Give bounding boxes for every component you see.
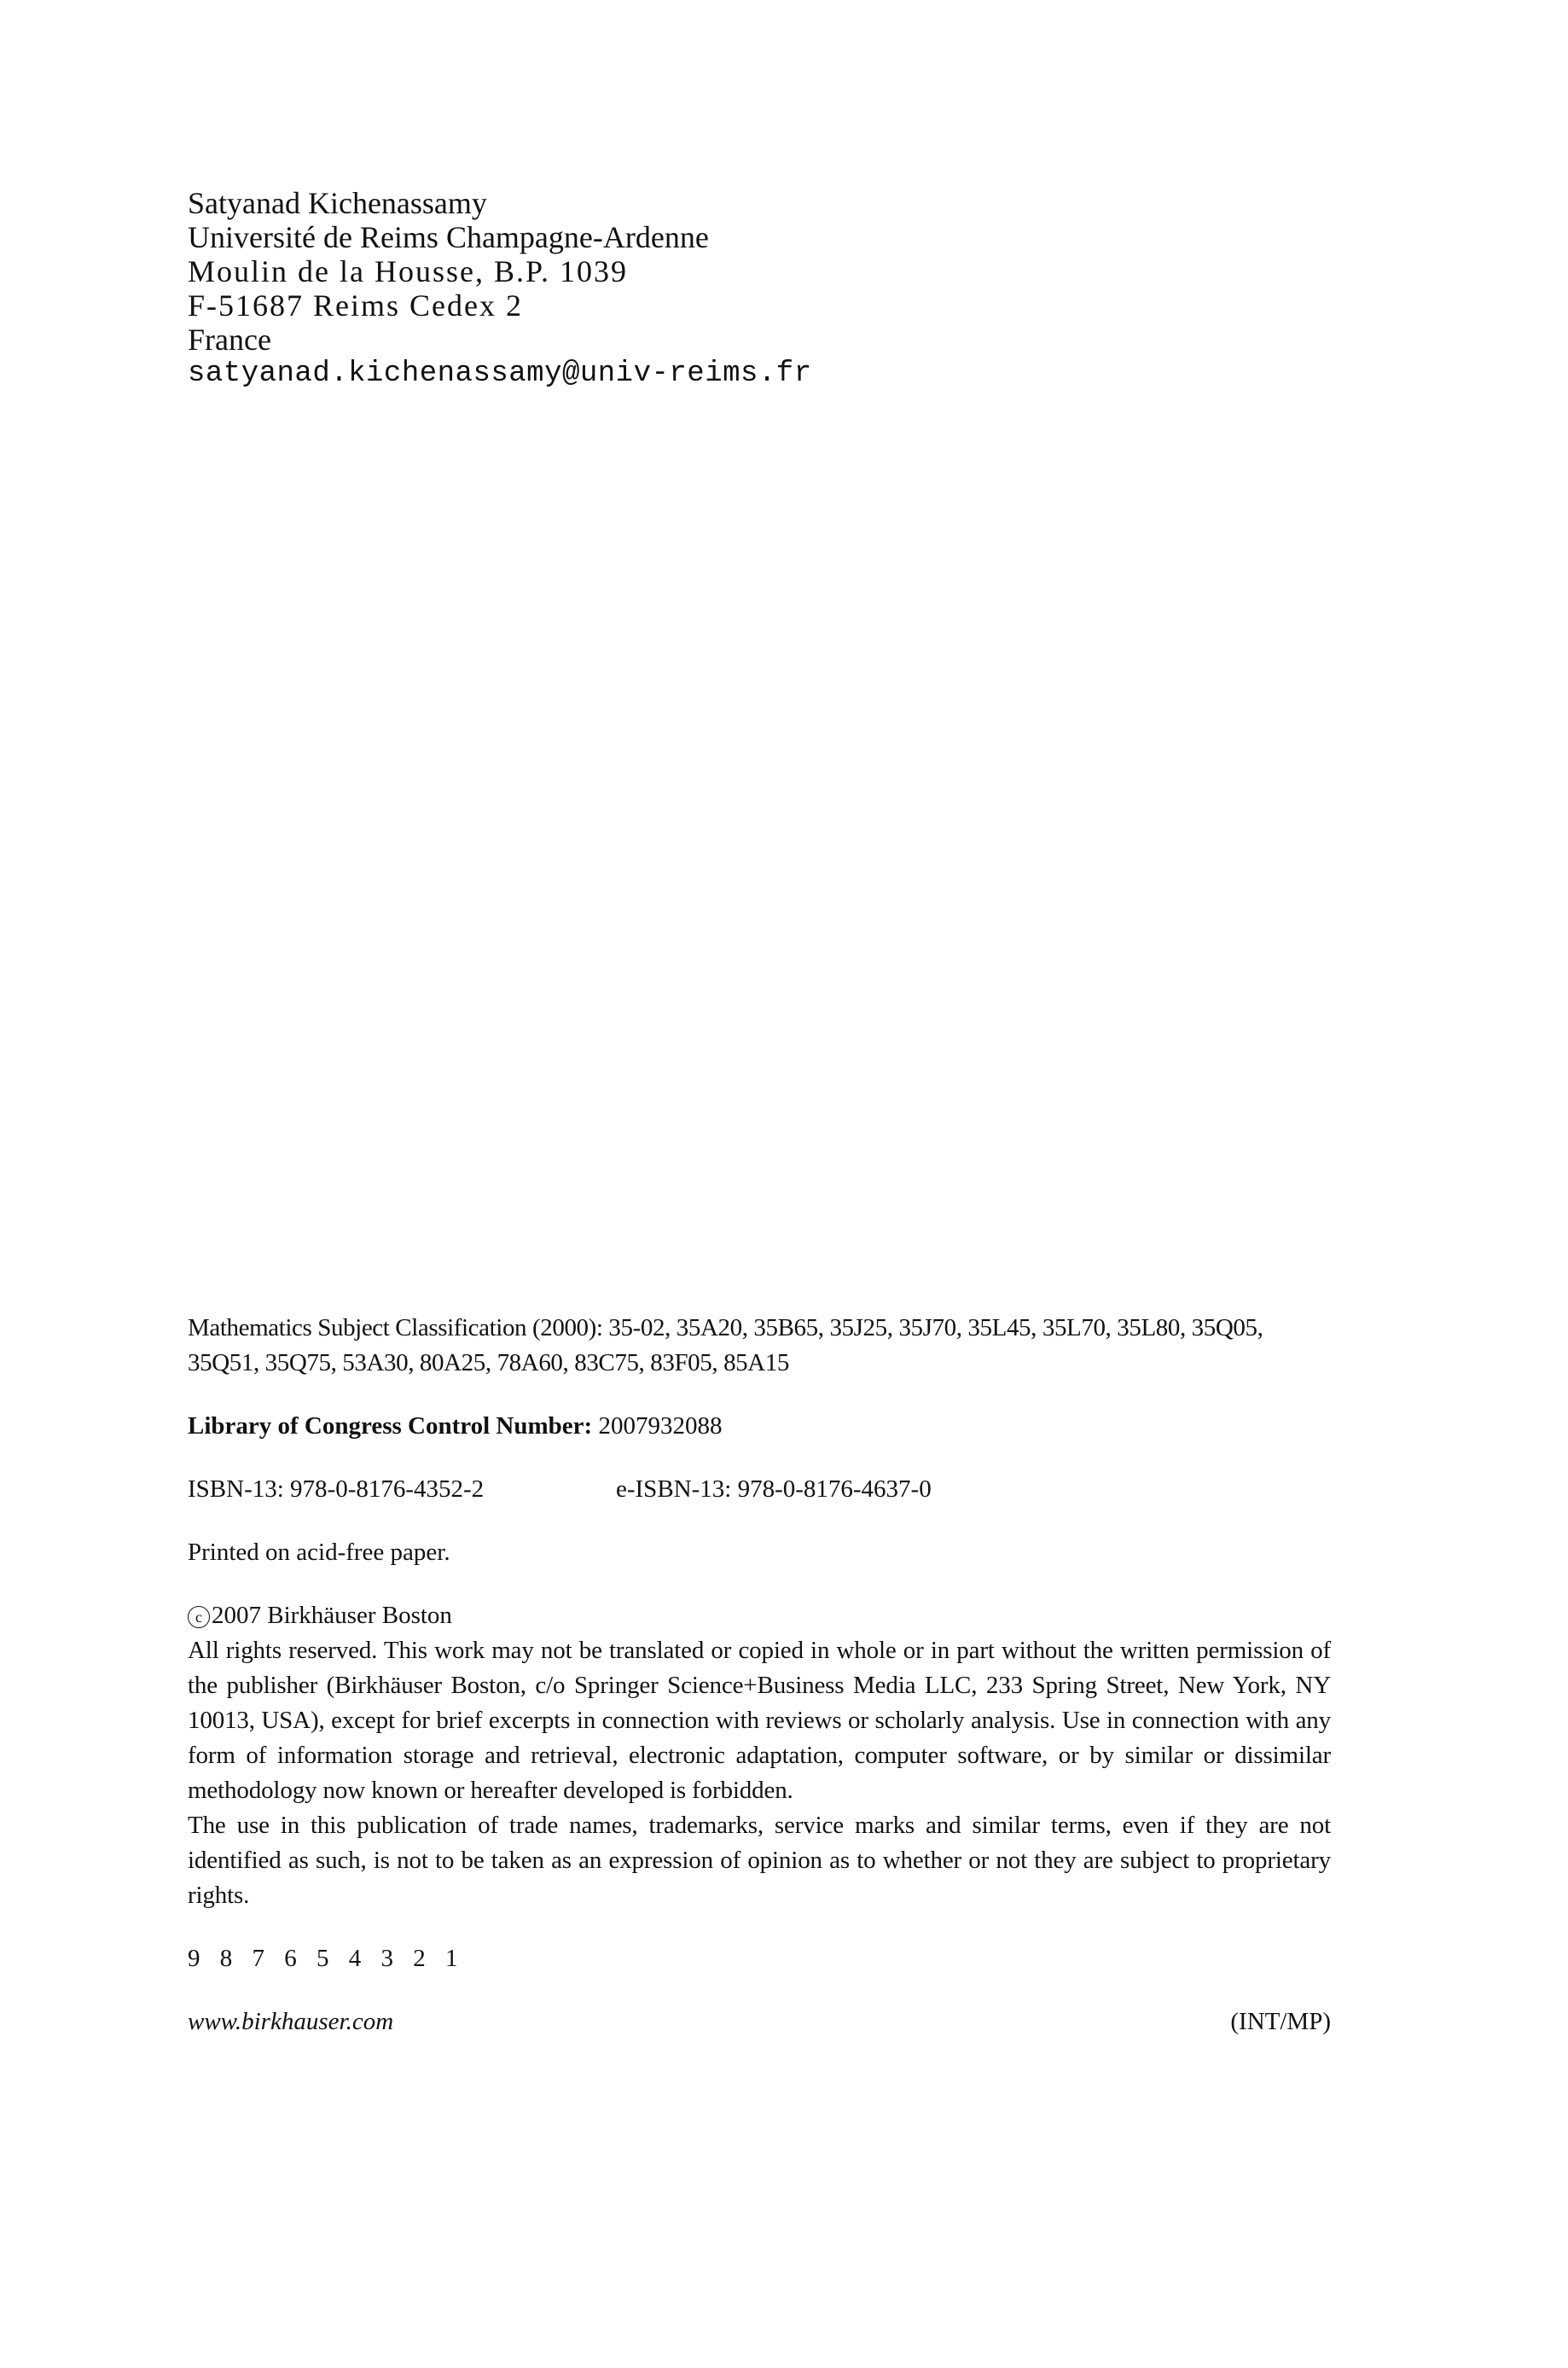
author-address [188, 186, 1331, 391]
printer-code: (INT/MP) [1230, 2008, 1331, 2035]
trademarks-notice: The use in this publication of trade names, trademarks, service marks and similar terms, even if they are not identified as such, is not to be taken as an expression of opinion as to whether or not they are subject to proprietary rights. [188, 1812, 1331, 1909]
author-name: Satyanad Kichenassamy [188, 186, 487, 220]
rights-notice: All rights reserved. This work may not be translated or copied in whole or in part without the written permission of the publisher (Birkhäuser Boston, c/o Springer Science+Business Media LLC, 233 Spring Street, New York, NY 10013, USA), except for brief excerpts in connection with reviews or scholarly analysis. Use in connection with any form of information storage and retrieval, electronic adaptation, computer software, or by similar or dissimilar methodology now known or hereafter developed is forbidden. [188, 1637, 1331, 1804]
copyright-icon: c [188, 1606, 210, 1628]
author-street: Moulin de la Housse, B.P. 1039 [188, 254, 629, 288]
isbn-row [188, 1472, 1331, 1507]
lccn [188, 1409, 1331, 1444]
imprint-block [188, 1311, 1331, 2039]
e-isbn-13: e-ISBN-13: 978-0-8176-4637-0 [616, 1475, 932, 1503]
author-city: F-51687 Reims Cedex 2 [188, 288, 523, 323]
lccn-value: 2007932088 [592, 1412, 723, 1440]
author-email: satyanad.kichenassamy@univ-reims.fr [188, 358, 812, 390]
lccn-label: Library of Congress Control Number: [188, 1412, 593, 1440]
author-country: France [188, 323, 271, 357]
subject-classification: Mathematics Subject Classification (2000): 35-02, 35A20, 35B65, 35J25, 35J70, 35L45, 35L70, 35L80, 35Q05, 35Q51, 35Q75, 53A30, 80A25, 78A60, 83C75, 83F05, 85A15 [188, 1314, 1263, 1376]
footer-row [188, 2004, 1331, 2039]
publisher-website: www.birkhauser.com [188, 2008, 394, 2035]
copyright-line [188, 1598, 1331, 1633]
printing-line: 9 8 7 6 5 4 3 2 1 [188, 1945, 460, 1972]
acid-free-note: Printed on acid-free paper. [188, 1539, 450, 1566]
isbn-13: ISBN-13: 978-0-8176-4352-2 [188, 1475, 485, 1503]
author-institution: Université de Reims Champagne-Ardenne [188, 220, 709, 254]
copyright-holder: 2007 Birkhäuser Boston [212, 1602, 452, 1629]
